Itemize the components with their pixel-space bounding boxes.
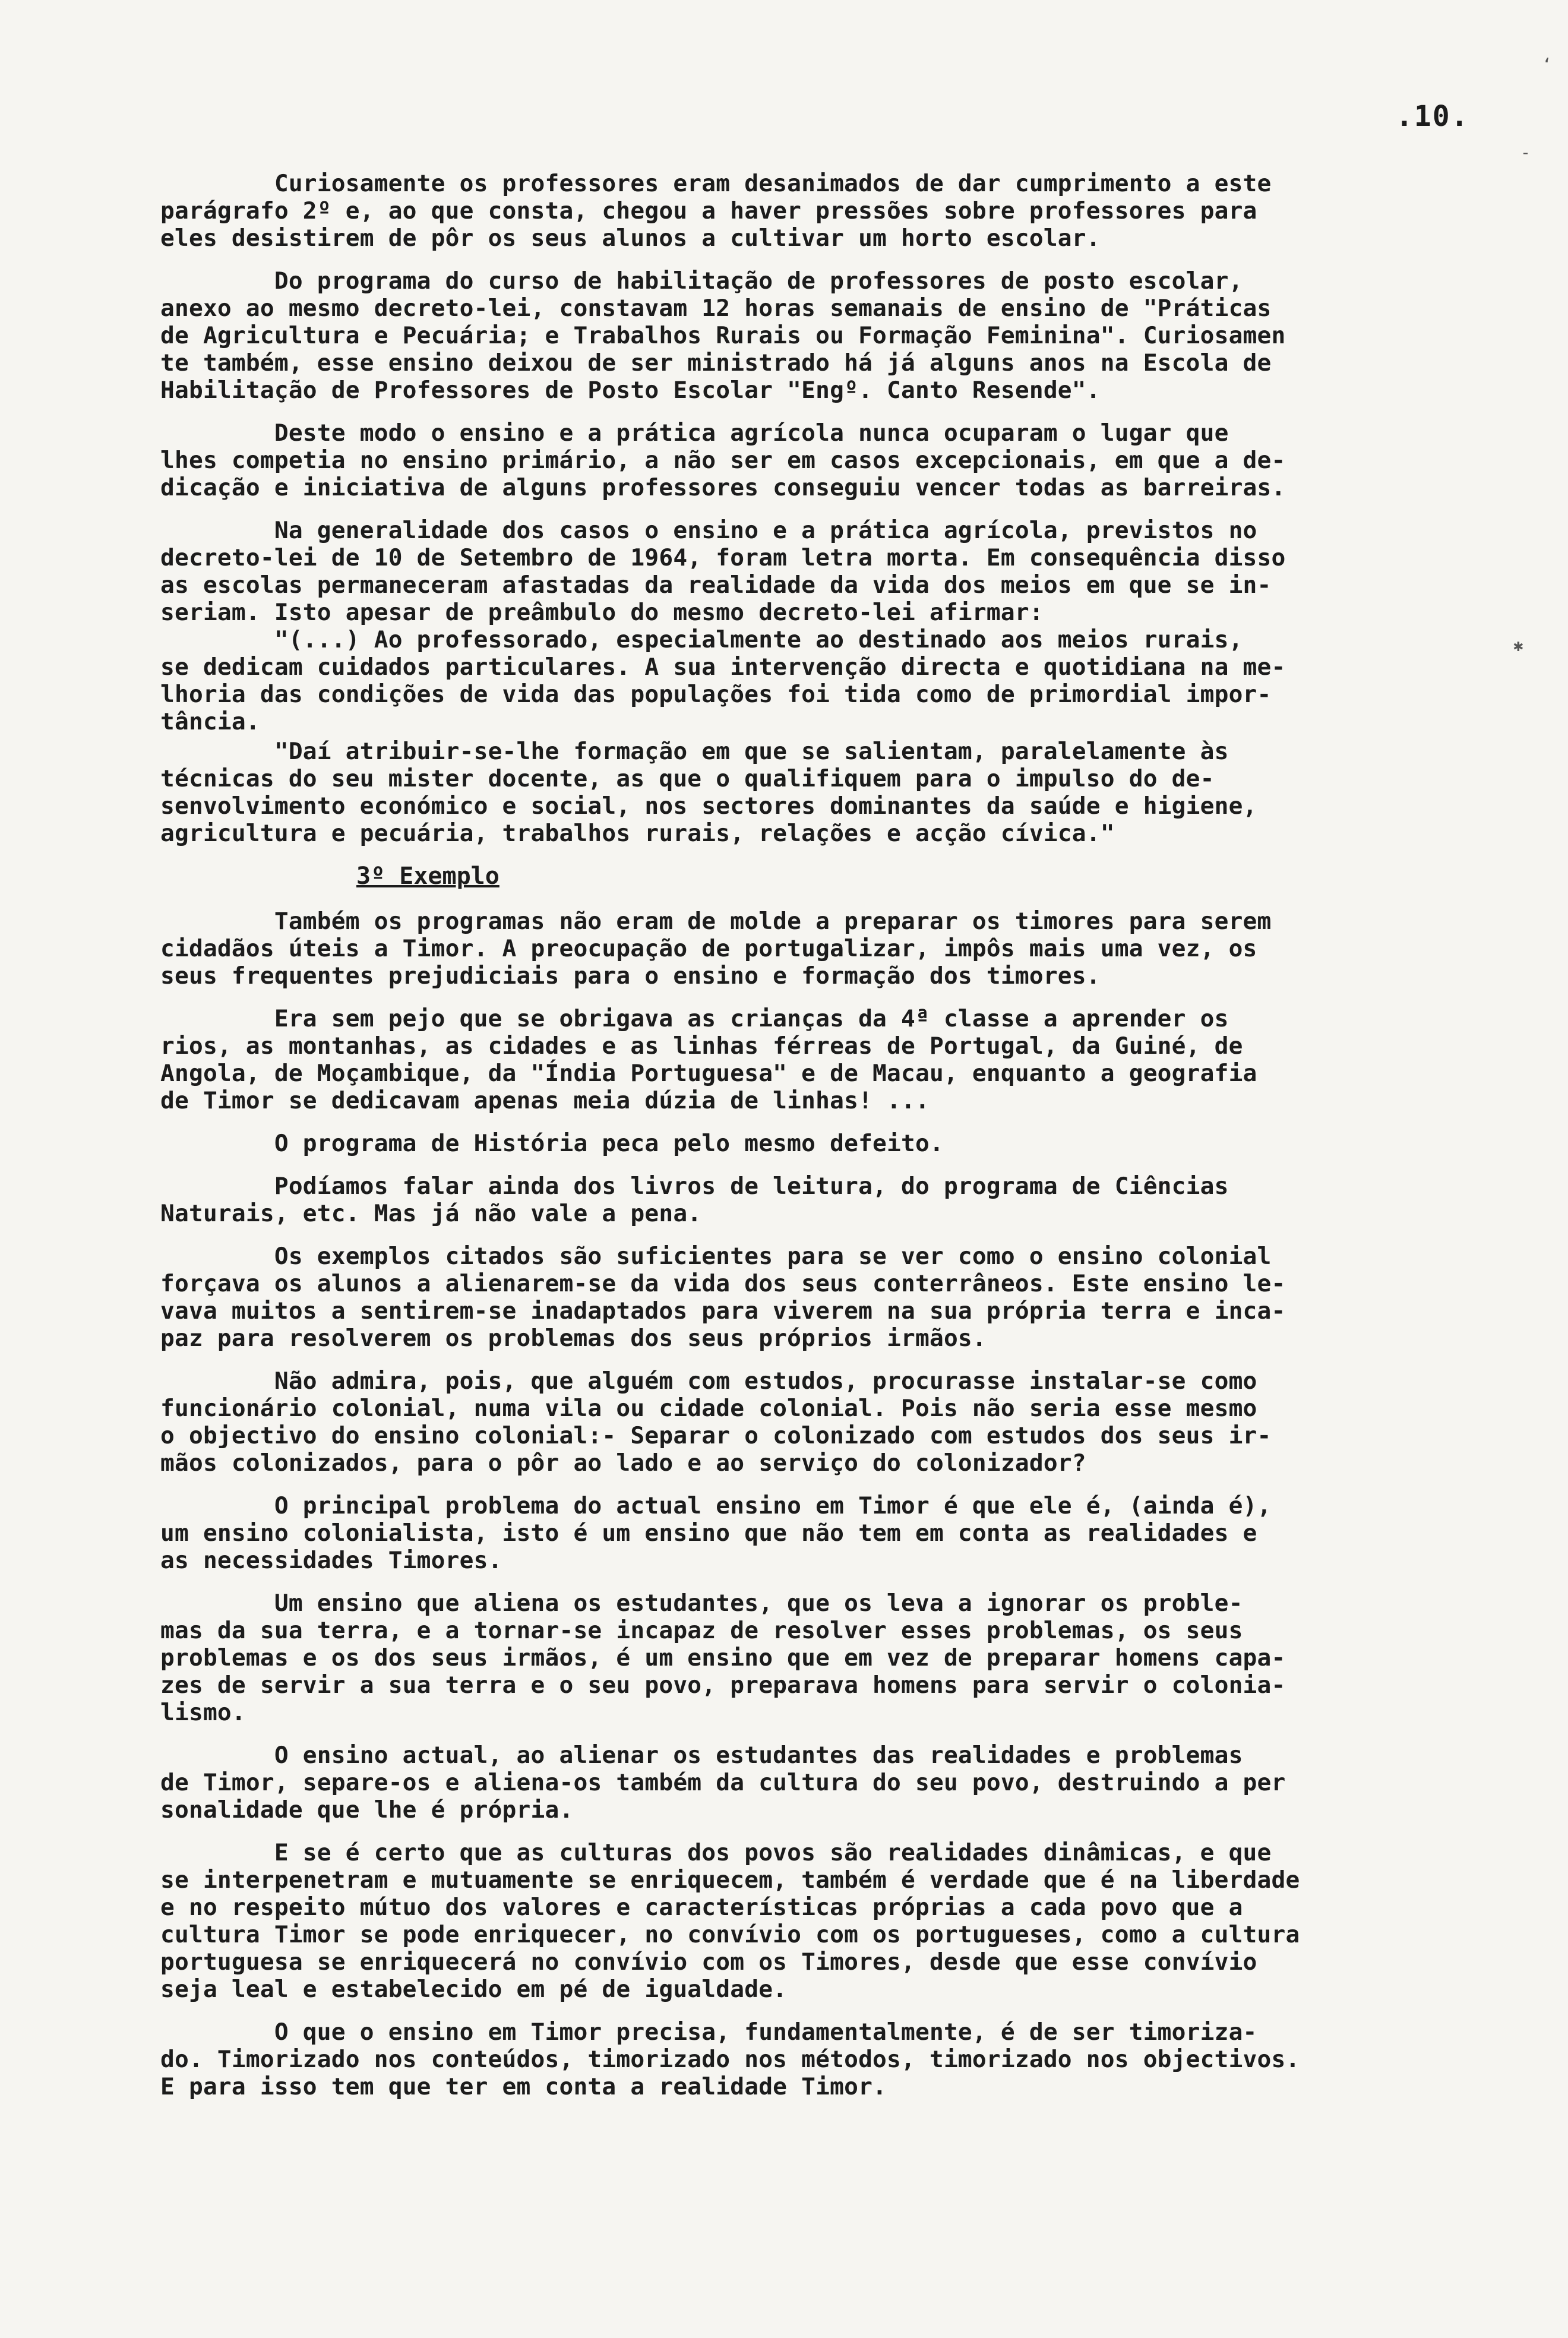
text-line: vava muitos a sentirem-se inadaptados para viverem na sua própria terra e inca-	[160, 1297, 1286, 1325]
section-heading: 3º Exemplo	[356, 862, 500, 890]
text-line: as escolas permaneceram afastadas da realidade da vida dos meios em que se in-	[160, 571, 1272, 599]
text-line: as necessidades Timores.	[160, 1547, 502, 1574]
paragraph	[160, 738, 1449, 847]
text-line: seus frequentes prejudiciais para o ensino e formação dos timores.	[160, 962, 1101, 990]
paragraph	[160, 1005, 1449, 1114]
text-line: Naturais, etc. Mas já não vale a pena.	[160, 1200, 702, 1227]
text-line: "Daí atribuir-se-lhe formação em que se salientam, paralelamente às	[160, 738, 1229, 765]
text-line: O principal problema do actual ensino em Timor é que ele é, (ainda é),	[160, 1492, 1272, 1519]
page-number: .10.	[1396, 100, 1469, 133]
text-line: problemas e os dos seus irmãos, é um ensino que em vez de preparar homens capa-	[160, 1644, 1286, 1672]
paragraph	[160, 419, 1449, 501]
text-line: técnicas do seu mister docente, as que o qualifiquem para o impulso do de-	[160, 765, 1215, 792]
paragraph	[160, 517, 1449, 735]
text-line: lhes competia no ensino primário, a não ser em casos excepcionais, em que a de-	[160, 447, 1286, 474]
paragraph	[160, 1492, 1449, 1574]
text-line: e no respeito mútuo dos valores e características próprias a cada povo que a	[160, 1894, 1243, 1921]
paragraph	[160, 1173, 1449, 1227]
text-line: agricultura e pecuária, trabalhos rurais, relações e acção cívica."	[160, 820, 1115, 847]
text-line: lismo.	[160, 1699, 246, 1726]
margin-mark: ✱	[1513, 636, 1523, 655]
text-line: Deste modo o ensino e a prática agrícola nunca ocuparam o lugar que	[160, 419, 1229, 447]
text-line: mas da sua terra, e a tornar-se incapaz de resolver esses problemas, os seus	[160, 1617, 1243, 1644]
text-line: se interpenetram e mutuamente se enriquecem, também é verdade que é na liberdade	[160, 1866, 1300, 1894]
text-line: sonalidade que lhe é própria.	[160, 1796, 574, 1824]
paragraph	[160, 267, 1449, 404]
text-line: seriam. Isto apesar de preâmbulo do mesmo decreto-lei afirmar:	[160, 599, 1044, 626]
text-line: decreto-lei de 10 de Setembro de 1964, foram letra morta. Em consequência disso	[160, 544, 1286, 571]
text-line: cultura Timor se pode enriquecer, no convívio com os portugueses, como a cultura	[160, 1921, 1300, 1948]
text-line: um ensino colonialista, isto é um ensino que não tem em conta as realidades e	[160, 1519, 1257, 1547]
text-line: Na generalidade dos casos o ensino e a prática agrícola, previstos no	[160, 517, 1257, 544]
text-line: senvolvimento económico e social, nos sectores dominantes da saúde e higiene,	[160, 792, 1257, 820]
text-line: Curiosamente os professores eram desanimados de dar cumprimento a este	[160, 170, 1272, 197]
text-line: Habilitação de Professores de Posto Escolar "Engº. Canto Resende".	[160, 377, 1101, 404]
text-line: rios, as montanhas, as cidades e as linhas férreas de Portugal, da Guiné, de	[160, 1032, 1243, 1060]
text-line: Os exemplos citados são suficientes para se ver como o ensino colonial	[160, 1243, 1272, 1270]
document-body	[160, 170, 1449, 2116]
text-line: te também, esse ensino deixou de ser ministrado há já alguns anos na Escola de	[160, 349, 1272, 377]
paragraph	[160, 1742, 1449, 1824]
paragraph	[160, 1367, 1449, 1477]
text-line: seja leal e estabelecido em pé de igualdade.	[160, 1976, 788, 2003]
text-line: de Timor se dedicavam apenas meia dúzia de linhas! ...	[160, 1087, 930, 1114]
text-line: O ensino actual, ao alienar os estudantes das realidades e problemas	[160, 1742, 1243, 1769]
text-line: E para isso tem que ter em conta a realidade Timor.	[160, 2073, 887, 2100]
text-line: eles desistirem de pôr os seus alunos a cultivar um horto escolar.	[160, 225, 1101, 252]
text-line: tância.	[160, 708, 260, 735]
text-line: anexo ao mesmo decreto-lei, constavam 12 horas semanais de ensino de "Práticas	[160, 295, 1272, 322]
text-line: funcionário colonial, numa vila ou cidade colonial. Pois não seria esse mesmo	[160, 1395, 1257, 1422]
text-line: zes de servir a sua terra e o seu povo, preparava homens para servir o colonia-	[160, 1672, 1286, 1699]
text-line: cidadãos úteis a Timor. A preocupação de portugalizar, impôs mais uma vez, os	[160, 935, 1257, 962]
text-line: se dedicam cuidados particulares. A sua intervenção directa e quotidiana na me-	[160, 653, 1286, 681]
text-line: Um ensino que aliena os estudantes, que os leva a ignorar os proble-	[160, 1590, 1243, 1617]
text-line: Não admira, pois, que alguém com estudos, procurasse instalar-se como	[160, 1367, 1257, 1395]
text-line: Angola, de Moçambique, da "Índia Portuguesa" e de Macau, enquanto a geografia	[160, 1060, 1257, 1087]
margin-mark: ‘	[1542, 55, 1552, 74]
paragraph	[160, 1839, 1449, 2003]
text-line: Era sem pejo que se obrigava as crianças da 4ª classe a aprender os	[160, 1005, 1229, 1032]
text-line: E se é certo que as culturas dos povos são realidades dinâmicas, e que	[160, 1839, 1272, 1866]
margin-mark: -	[1520, 143, 1531, 162]
text-line: o objectivo do ensino colonial:- Separar o colonizado com estudos dos seus ir-	[160, 1422, 1272, 1449]
text-line: de Agricultura e Pecuária; e Trabalhos Rurais ou Formação Feminina". Curiosamen	[160, 322, 1286, 349]
text-line: forçava os alunos a alienarem-se da vida dos seus conterrâneos. Este ensino le-	[160, 1270, 1286, 1297]
text-line: lhoria das condições de vida das populações foi tida como de primordial impor-	[160, 681, 1272, 708]
paragraph	[160, 908, 1449, 990]
paragraph	[160, 170, 1449, 252]
paragraph	[160, 1130, 1449, 1157]
text-line: "(...) Ao professorado, especialmente ao destinado aos meios rurais,	[160, 626, 1243, 653]
text-line: Do programa do curso de habilitação de professores de posto escolar,	[160, 267, 1243, 295]
paragraph	[160, 1243, 1449, 1352]
text-line: parágrafo 2º e, ao que consta, chegou a haver pressões sobre professores para	[160, 197, 1257, 225]
text-line: mãos colonizados, para o pôr ao lado e ao serviço do colonizador?	[160, 1449, 1086, 1477]
text-line: portuguesa se enriquecerá no convívio com os Timores, desde que esse convívio	[160, 1948, 1257, 1976]
text-line: O programa de História peca pelo mesmo defeito.	[160, 1130, 944, 1157]
paragraph	[160, 1590, 1449, 1726]
text-line: do. Timorizado nos conteúdos, timorizado nos métodos, timorizado nos objectivos.	[160, 2046, 1300, 2073]
text-line: paz para resolverem os problemas dos seus próprios irmãos.	[160, 1325, 987, 1352]
text-line: de Timor, separe-os e aliena-os também da cultura do seu povo, destruindo a per	[160, 1769, 1286, 1796]
text-line: Podíamos falar ainda dos livros de leitura, do programa de Ciências	[160, 1173, 1229, 1200]
text-line: dicação e iniciativa de alguns professores conseguiu vencer todas as barreiras.	[160, 474, 1286, 501]
paragraph	[160, 2018, 1449, 2100]
text-line: Também os programas não eram de molde a preparar os timores para serem	[160, 908, 1272, 935]
text-line: O que o ensino em Timor precisa, fundamentalmente, é de ser timoriza-	[160, 2018, 1257, 2046]
